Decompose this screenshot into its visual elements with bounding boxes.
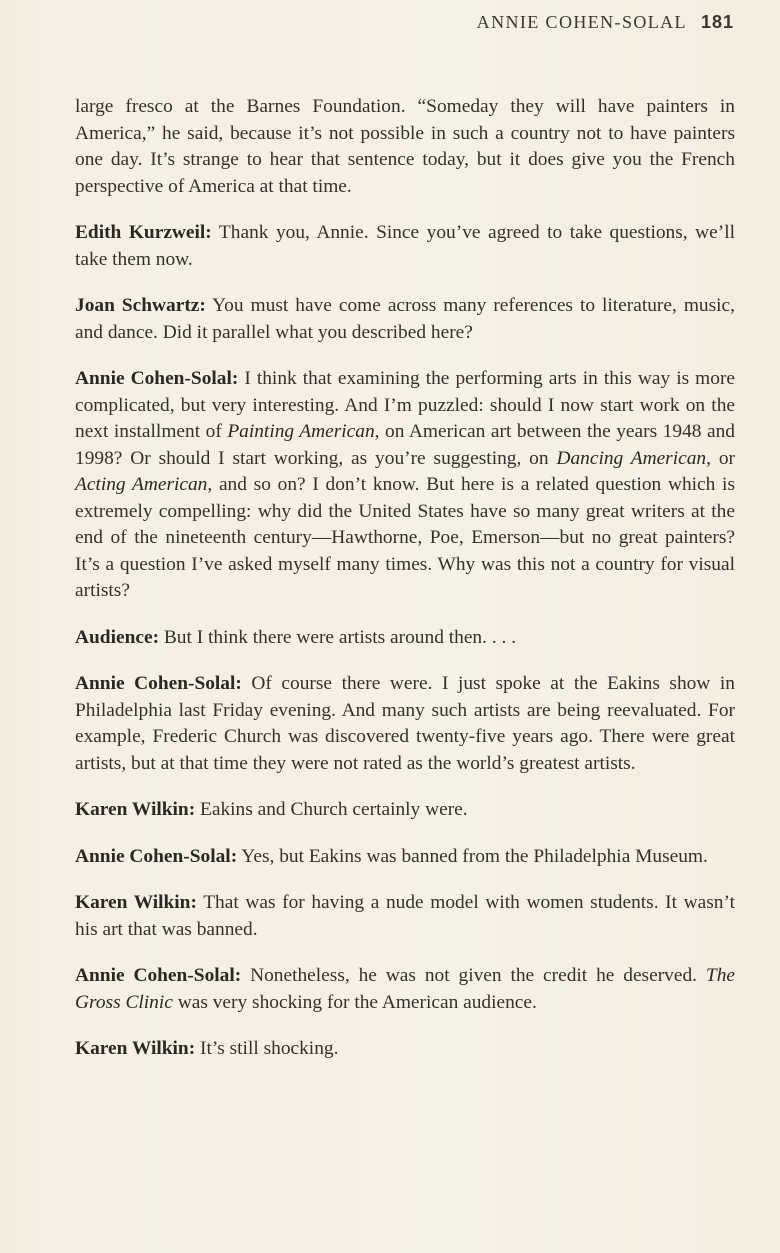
paragraph-text: Yes, but Eakins was banned from the Philadelphia Museum.	[237, 845, 708, 867]
speaker-name: Annie Cohen-Solal:	[75, 368, 239, 389]
paragraph-text: large fresco at the Barnes Foundation. “Someday they will have painters in America,” he said, because it’s not possible in such a country not to have painters one day. It’s strange to hear that sentence today, but it does give you the French perspective of America at that time.	[75, 96, 735, 197]
speaker-name: Joan Schwartz:	[75, 295, 206, 316]
speaker-name: Edith Kurzweil:	[75, 222, 212, 243]
paragraph-text: Thank you, Annie. Since you’ve agreed to take questions, we’ll take them now.	[75, 222, 735, 270]
paragraph-text: , on American art between the years 1948 and 1998? Or should I start working, as you’re suggesting, on	[75, 421, 735, 469]
running-head-title: ANNIE COHEN-SOLAL	[476, 12, 687, 32]
dialogue-paragraph	[75, 671, 735, 777]
paragraph-text: Eakins and Church certainly were.	[195, 799, 468, 820]
dialogue-paragraph	[75, 963, 735, 1016]
dialogue-paragraph	[75, 890, 735, 943]
speaker-name: Karen Wilkin:	[75, 799, 196, 820]
dialogue-paragraph	[75, 844, 735, 871]
speaker-name: Annie Cohen-Solal:	[75, 965, 242, 986]
body-text	[75, 94, 735, 1083]
paragraph-text: was very shocking for the American audience.	[172, 991, 537, 1013]
speaker-name: Karen Wilkin:	[75, 1038, 196, 1059]
dialogue-paragraph	[75, 293, 735, 346]
paragraph-text: , or	[706, 447, 735, 469]
speaker-name: Annie Cohen-Solal:	[75, 845, 238, 867]
artwork-title: The Gross Clinic	[75, 965, 735, 1013]
book-title: Dancing American	[556, 447, 707, 469]
paragraph-text: , and so on? I don’t know. But here is a related question which is extremely compelling: why did the United States have so many great writers at the end of the nineteenth century—Hawthorne, Poe, Emerson—but no great painters? It’s a question I’ve asked myself many times. Why was this not a country for visual artists?	[75, 474, 735, 601]
dialogue-paragraph	[75, 797, 735, 824]
dialogue-paragraph	[75, 625, 735, 652]
paragraph-text: Of course there were. I just spoke at the Eakins show in Philadelphia last Friday evening. And many such artists are being reevaluated. For example, Frederic Church was discovered twenty-five years ago. There were great artists, but at that time they were not rated as the world’s greatest artists.	[75, 673, 735, 774]
running-header	[477, 12, 734, 33]
paragraph-continuation	[75, 94, 735, 200]
speaker-name: Karen Wilkin:	[75, 892, 197, 913]
paragraph-text: But I think there were artists around then. . . .	[159, 626, 517, 648]
dialogue-paragraph	[75, 220, 735, 273]
paragraph-text: Nonetheless, he was not given the credit he deserved.	[241, 965, 706, 986]
page-number: 181	[700, 12, 734, 32]
paragraph-text: It’s still shocking.	[195, 1038, 339, 1059]
book-title: Painting American	[227, 421, 375, 442]
paragraph-text: You must have come across many references to literature, music, and dance. Did it parallel what you described here?	[75, 295, 735, 343]
paragraph-text: I think that examining the performing arts in this way is more complicated, but very interesting. And I’m puzzled: should I now start work on the next installment of	[75, 368, 736, 442]
speaker-name: Annie Cohen-Solal:	[75, 673, 242, 694]
book-title: Acting American	[75, 474, 208, 495]
speaker-name: Audience:	[75, 626, 160, 648]
dialogue-paragraph	[75, 1036, 735, 1063]
dialogue-paragraph	[75, 366, 735, 605]
paragraph-text: That was for having a nude model with women students. It wasn’t his art that was banned.	[75, 892, 735, 940]
